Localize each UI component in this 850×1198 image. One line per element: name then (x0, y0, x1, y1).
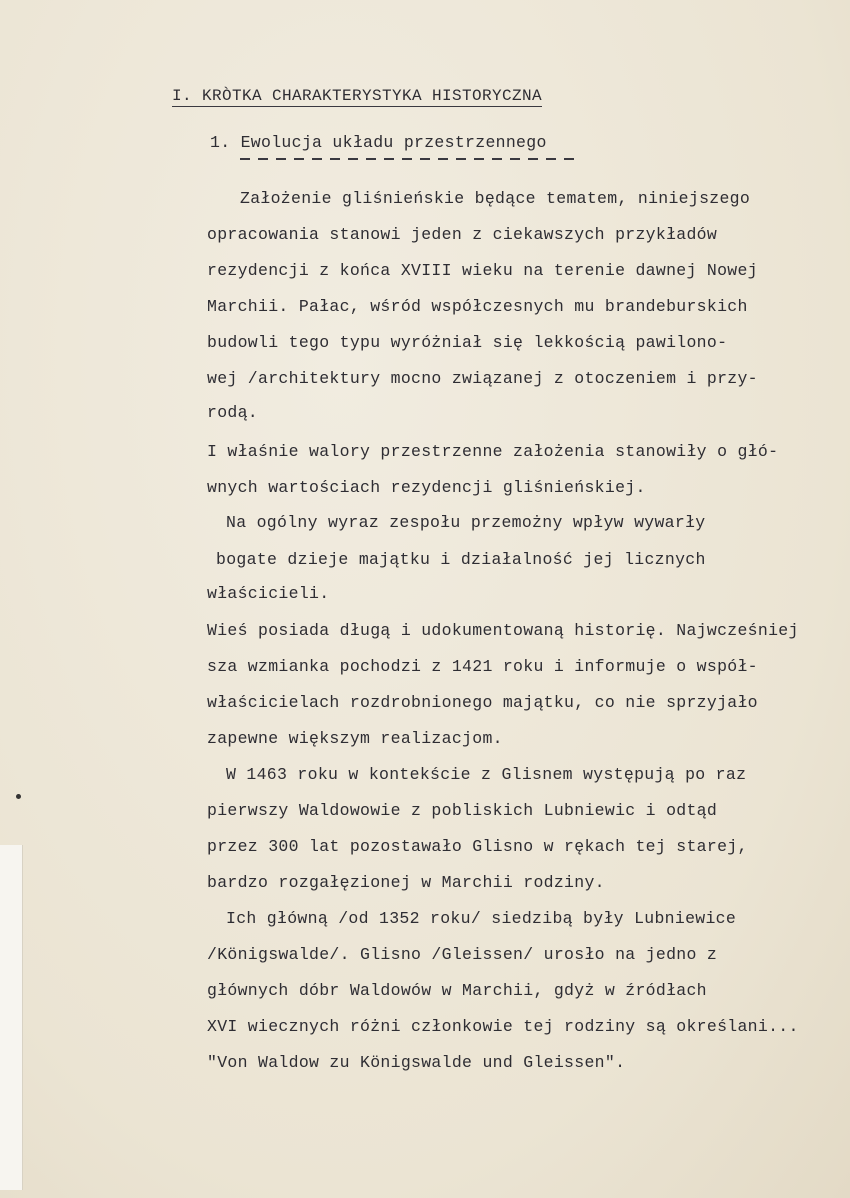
body-line: bogate dzieje majątku i działalność jej licznych (216, 550, 706, 569)
body-line: wej /architektury mocno związanej z otoczeniem i przy- (207, 369, 758, 388)
body-line: W 1463 roku w kontekście z Glisnem występują po raz (226, 765, 747, 784)
body-line: rezydencji z końca XVIII wieku na terenie dawnej Nowej (207, 261, 758, 280)
body-line: głównych dóbr Waldowów w Marchii, gdyż w źródłach (207, 981, 707, 1000)
body-line: opracowania stanowi jeden z ciekawszych przykładów (207, 225, 718, 244)
body-line: pierwszy Waldowowie z pobliskich Lubniewic i odtąd (207, 801, 718, 820)
body-line: wnych wartościach rezydencji gliśnieńskiej. (207, 478, 646, 497)
body-line: I właśnie walory przestrzenne założenia stanowiły o głó- (207, 442, 779, 461)
section-heading: 1. Ewolucja układu przestrzennego (210, 133, 547, 152)
section-heading-underline (240, 158, 580, 160)
body-line: Wieś posiada długą i udokumentowaną historię. Najwcześniej (207, 621, 799, 640)
chapter-heading (172, 86, 542, 106)
body-line: rodą. (207, 403, 259, 422)
body-line: XVI wiecznych różni członkowie tej rodziny są określani... (207, 1017, 799, 1036)
body-line: przez 300 lat pozostawało Glisno w rękach tej starej, (207, 837, 748, 856)
body-line: właścicieli. (207, 584, 330, 603)
chapter-heading-text: I. KRÒTKA CHARAKTERYSTYKA HISTORYCZNA (172, 87, 543, 105)
body-line: bardzo rozgałęzionej w Marchii rodziny. (207, 873, 605, 892)
body-line: /Königswalde/. Glisno /Gleissen/ urosło na jedno z (207, 945, 718, 964)
body-line: zapewne większym realizacjom. (207, 729, 503, 748)
body-line: Na ogólny wyraz zespołu przemożny wpływ wywarły (226, 513, 706, 532)
punch-mark (16, 794, 21, 799)
body-line: Marchii. Pałac, wśród współczesnych mu brandeburskich (207, 297, 748, 316)
body-line: budowli tego typu wyróżniał się lekkością pawilono- (207, 333, 728, 352)
body-line: "Von Waldow zu Königswalde und Gleissen". (207, 1053, 626, 1072)
body-line: sza wzmianka pochodzi z 1421 roku i informuje o współ- (207, 657, 758, 676)
body-line: Założenie gliśnieńskie będące tematem, niniejszego (240, 189, 751, 208)
binder-strip (0, 845, 23, 1190)
body-line: Ich główną /od 1352 roku/ siedzibą były Lubniewice (226, 909, 737, 928)
body-line: właścicielach rozdrobnionego majątku, co nie sprzyjało (207, 693, 758, 712)
